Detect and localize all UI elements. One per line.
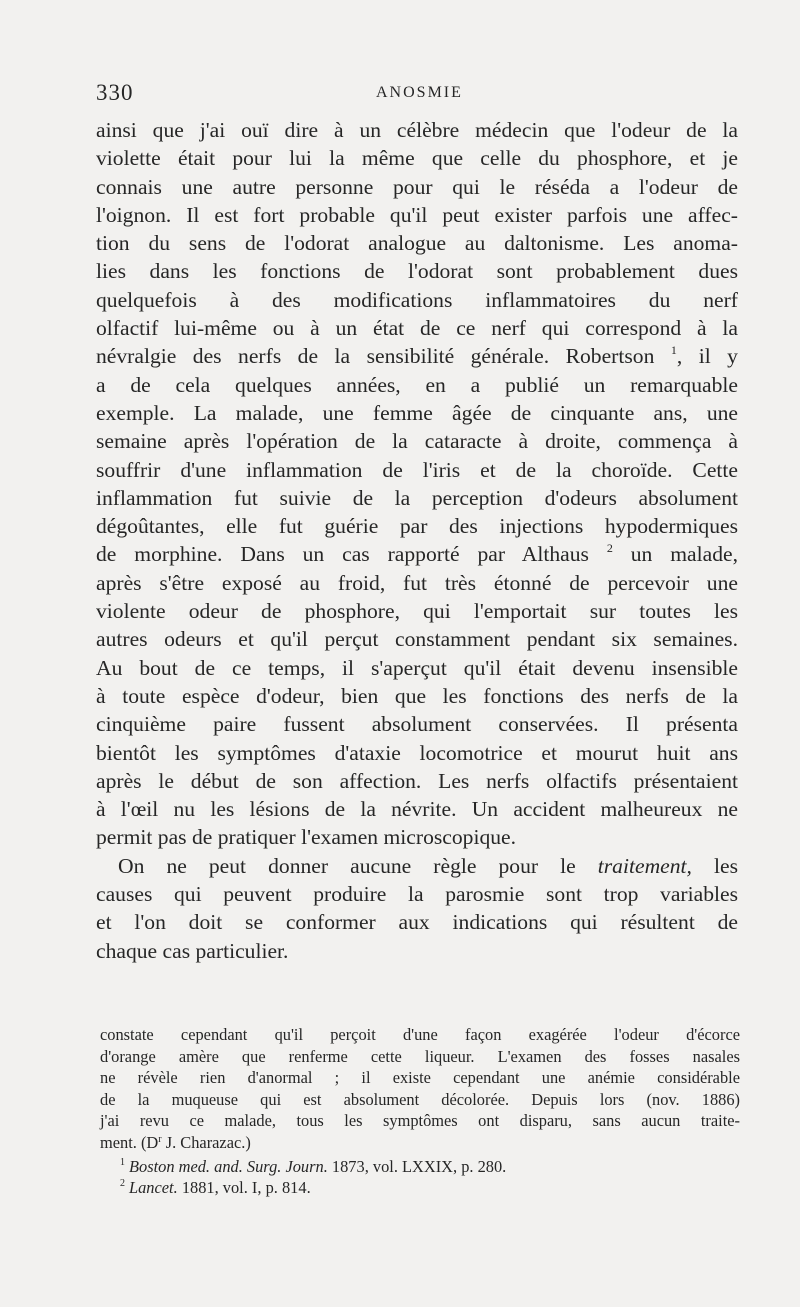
footnote-line: constate cependant qu'il perçoit d'une façon exagérée l'odeur d'écorce — [100, 1025, 740, 1044]
text-line: exemple. La malade, une femme âgée de cinquante ans, une — [96, 400, 738, 425]
text-line: souffrir d'une inflammation de l'iris et de la choroïde. Cette — [96, 457, 738, 482]
text-segment: névralgie des nerfs de la sensibilité générale. Robertson — [96, 344, 655, 369]
footnote-2-journal: Lancet. — [129, 1178, 178, 1198]
text-segment: ment. (D — [100, 1132, 159, 1152]
doctor-abbrev: r — [158, 1133, 162, 1145]
footnote-line: de la muqueuse qui est absolument décolorée. Depuis lors (nov. 1886) — [100, 1089, 740, 1109]
text-segment: , il y — [676, 344, 738, 369]
text-line: violette était pour lui la même que celle du phosphore, et je — [96, 146, 738, 171]
footnote-2 — [100, 1177, 740, 1199]
text-line: après s'être exposé au froid, fut très étonné de percevoir une — [96, 570, 738, 595]
text-line: lies dans les fonctions de l'odorat sont probablement dues — [96, 259, 738, 284]
text-line: à l'œil nu les lésions de la névrite. Un accident malheureux ne — [96, 797, 738, 822]
main-text — [96, 116, 738, 965]
page-number: 330 — [96, 80, 134, 105]
text-line: l'oignon. Il est fort probable qu'il peut exister parfois une affec- — [96, 202, 738, 227]
text-line: autres odeurs et qu'il perçut constamment pendant six semaines. — [96, 627, 738, 652]
paragraph-1 — [96, 116, 738, 852]
footnote-line-signature — [100, 1132, 740, 1154]
footnote-ref-2: 2 — [606, 541, 613, 556]
footnote-ref-1: 1 — [670, 343, 677, 358]
text-line: causes qui peuvent produire la parosmie sont trop variables — [96, 882, 738, 907]
footnote-line: j'ai revu ce malade, tous les symptômes ont disparu, sans aucun traite- — [100, 1111, 740, 1131]
text-line: quelquefois à des modifications inflammatoires du nerf — [96, 287, 738, 312]
text-segment: un malade, — [612, 542, 738, 567]
footnote-2-ref: 1881, vol. I, p. 814. — [177, 1178, 311, 1198]
text-segment: On ne peut donner aucune règle pour le — [118, 853, 598, 878]
text-segment: J. Charazac.) — [165, 1132, 251, 1152]
running-header — [96, 80, 738, 112]
footnote-1 — [100, 1156, 740, 1178]
text-line: après le début de son affection. Les nerfs olfactifs présentaient — [96, 768, 738, 793]
paragraph-2 — [96, 852, 738, 965]
text-line: bientôt les symptômes d'ataxie locomotrice et mourut huit ans — [96, 740, 738, 765]
text-line: à toute espèce d'odeur, bien que les fonctions des nerfs de la — [96, 683, 738, 708]
text-line: semaine après l'opération de la cataracte à droite, commença à — [96, 429, 738, 454]
text-segment: les — [691, 853, 738, 878]
text-line: connais une autre personne pour qui le réséda a l'odeur de — [96, 174, 738, 199]
running-title: ANOSMIE — [376, 84, 463, 101]
footnote-line: d'orange amère que renferme cette liqueur. L'examen des fosses nasales — [100, 1046, 740, 1066]
text-line: violente odeur de phosphore, qui l'emportait sur toutes les — [96, 599, 738, 624]
text-line: chaque cas particulier. — [96, 938, 289, 963]
text-line: dégoûtantes, elle fut guérie par des injections hypodermiques — [96, 514, 738, 539]
text-line-traitement — [96, 852, 738, 880]
italic-term: traitement, — [597, 853, 692, 878]
text-line: a de cela quelques années, en a publié un remarquable — [96, 372, 738, 397]
text-line: olfactif lui-même ou à un état de ce nerf qui correspond à la — [96, 316, 738, 341]
text-line: cinquième paire fussent absolument conservées. Il présenta — [96, 712, 738, 737]
footnotes — [100, 1024, 740, 1199]
text-line-althaus — [96, 540, 738, 568]
footnote-line: ne révèle rien d'anormal ; il existe cependant une anémie considérable — [100, 1068, 740, 1088]
text-line: ainsi que j'ai ouï dire à un célèbre médecin que l'odeur de la — [96, 118, 738, 142]
footnote-2-marker: 2 — [120, 1178, 125, 1190]
text-line-robertson — [96, 342, 738, 370]
footnote-1-marker: 1 — [120, 1156, 125, 1168]
text-segment: de morphine. Dans un cas rapporté par Althaus — [96, 542, 589, 567]
footnote-1-ref: 1873, vol. LXXIX, p. 280. — [327, 1156, 507, 1176]
text-line: inflammation fut suivie de la perception d'odeurs absolument — [96, 485, 738, 510]
footnote-1-journal: Boston med. and. Surg. Journ. — [129, 1156, 328, 1176]
text-line: et l'on doit se conformer aux indications qui résultent de — [96, 910, 738, 935]
text-line: permit pas de pratiquer l'examen microscopique. — [96, 825, 517, 850]
text-line: Au bout de ce temps, il s'aperçut qu'il était devenu insensible — [96, 655, 738, 680]
text-line: tion du sens de l'odorat analogue au daltonisme. Les anoma- — [96, 231, 738, 256]
